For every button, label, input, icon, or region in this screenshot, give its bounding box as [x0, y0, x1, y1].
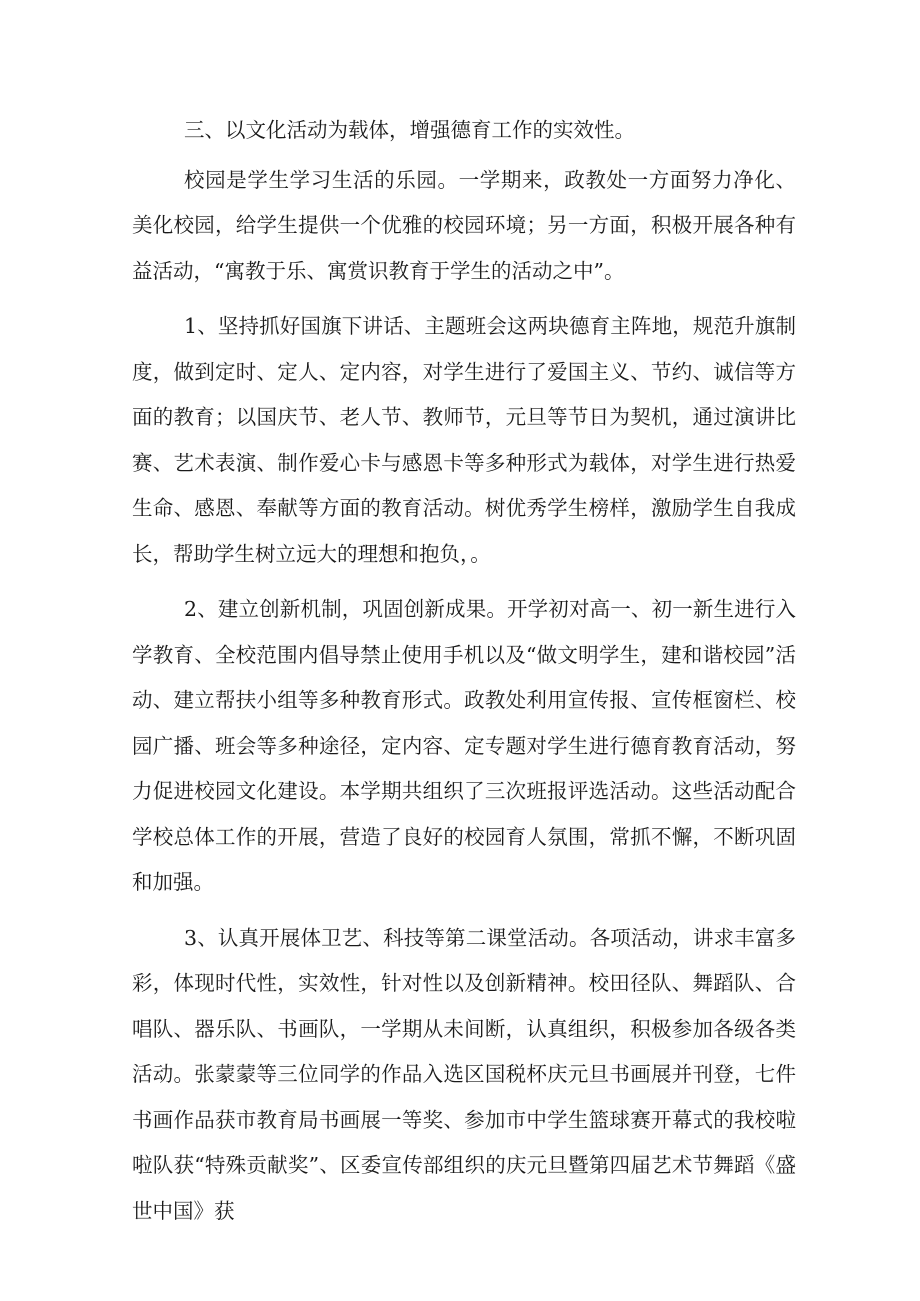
paragraph-item-1: 1、坚持抓好国旗下讲话、主题班会这两块德育主阵地，规范升旗制度，做到定时、定人、定内容，对学生进行了爱国主义、节约、诚信等方面的教育；以国庆节、老人节、教师节，元旦等节日为契机，通过演讲比赛、艺术表演、制作爱心卡与感恩卡等多种形式为载体，对学生进行热爱生命、感恩、奉献等方面的教育活动。树优秀学生榜样，激励学生自我成长，帮助学生树立远大的理想和抱负，。 — [132, 314, 796, 566]
paragraph-item-2: 2、建立创新机制，巩固创新成果。开学初对高一、初一新生进行入学教育、全校范围内倡导禁止使用手机以及“做文明学生，建和谐校园”活动、建立帮扶小组等多种教育形式。政教处利用宣传报、宣传框窗栏、校园广播、班会等多种途径，定内容、定专题对学生进行德育教育活动，努力促进校园文化建设。本学期共组织了三次班报评选活动。这些活动配合学校总体工作的开展，营造了良好的校园育人氛围，常抓不懈，不断巩固和加强。 — [132, 597, 796, 894]
document-body — [132, 108, 796, 1244]
paragraph-intro: 校园是学生学习生活的乐园。一学期来，政教处一方面努力净化、美化校园，给学生提供一个优雅的校园环境；另一方面，积极开展各种有益活动，“寓教于乐、寓赏识教育于学生的活动之中”。 — [132, 167, 796, 283]
paragraph-item-3: 3、认真开展体卫艺、科技等第二课堂活动。各项活动，讲求丰富多彩，体现时代性，实效性，针对性以及创新精神。校田径队、舞蹈队、合唱队、器乐队、书画队，一学期从未间断，认真组织，积极参加各级各类活动。张蒙蒙等三位同学的作品入选区国税杯庆元旦书画展并刊登，七件书画作品获市教育局书画展一等奖、参加市中学生篮球赛开幕式的我校啦啦队获“特殊贡献奖”、区委宣传部组织的庆元旦暨第四届艺术节舞蹈《盛世中国》获 — [132, 925, 796, 1223]
section-heading: 三、以文化活动为载体，增强德育工作的实效性。 — [184, 118, 635, 142]
